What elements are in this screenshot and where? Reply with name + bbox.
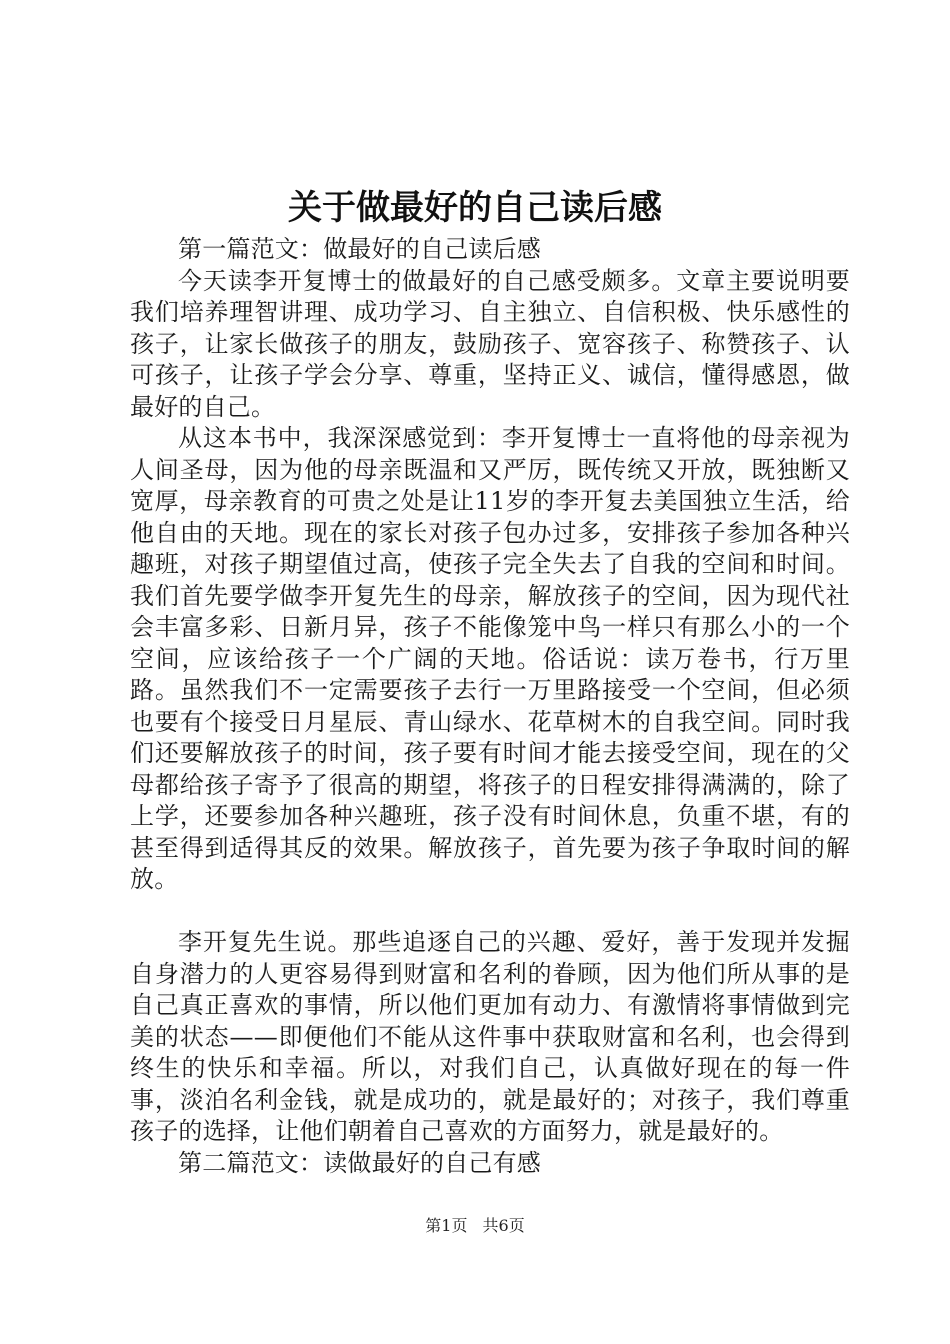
document-body	[130, 234, 850, 1179]
page-total: 共6页	[482, 1216, 525, 1235]
section-heading-1: 第一篇范文：做最好的自己读后感	[178, 235, 541, 263]
body-paragraph-2: 从这本书中，我深深感觉到：李开复博士一直将他的母亲视为人间圣母，因为他的母亲既温和又严厉，既传统又开放，既独断又宽厚，母亲教育的可贵之处是让11岁的李开复去美国独立生活，给他自由的天地。现在的家长对孩子包办过多，安排孩子参加各种兴趣班，对孩子期望值过高，使孩子完全失去了自我的空间和时间。我们首先要学做李开复先生的母亲，解放孩子的空间，因为现代社会丰富多彩、日新月异，孩子不能像笼中鸟一样只有那么小的一个空间，应该给孩子一个广阔的天地。俗话说：读万卷书，行万里路。虽然我们不一定需要孩子去行一万里路接受一个空间，但必须也要有个接受日月星辰、青山绿水、花草树木的自我空间。同时我们还要解放孩子的时间，孩子要有时间才能去接受空间，现在的父母都给孩子寄予了很高的期望，将孩子的日程安排得满满的，除了上学，还要参加各种兴趣班，孩子没有时间休息，负重不堪，有的甚至得到适得其反的效果。解放孩子，首先要为孩子争取时间的解放。	[130, 424, 850, 893]
page-number: 第1页	[425, 1216, 468, 1235]
body-paragraph-3: 李开复先生说。那些追逐自己的兴趣、爱好，善于发现并发掘自身潜力的人更容易得到财富和名利的眷顾，因为他们所从事的是自己真正喜欢的事情，所以他们更加有动力、有激情将事情做到完美的状态——即便他们不能从这件事中获取财富和名利，也会得到终生的快乐和幸福。所以，对我们自己，认真做好现在的每一件事，淡泊名利金钱，就是成功的，就是最好的；对孩子，我们尊重孩子的选择，让他们朝着自己喜欢的方面努力，就是最好的。	[130, 928, 850, 1145]
document-title: 关于做最好的自己读后感	[288, 188, 662, 228]
section-heading-2: 第二篇范文：读做最好的自己有感	[178, 1148, 541, 1177]
page-footer	[0, 1214, 950, 1238]
body-paragraph-1: 今天读李开复博士的做最好的自己感受颇多。文章主要说明要我们培养理智讲理、成功学习、自主独立、自信积极、快乐感性的孩子，让家长做孩子的朋友，鼓励孩子、宽容孩子、称赞孩子、认可孩子，让孩子学会分享、尊重，坚持正义、诚信，懂得感恩，做最好的自己。	[130, 266, 850, 421]
paragraph-spacer	[130, 896, 850, 928]
